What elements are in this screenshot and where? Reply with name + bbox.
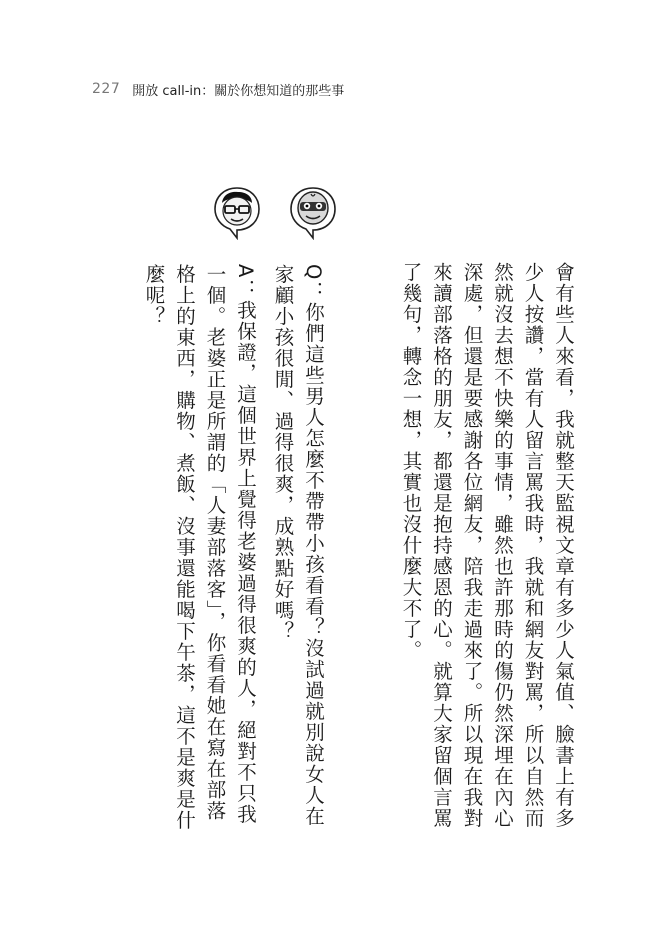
page-number: 227 (92, 81, 121, 97)
masked-face-avatar-icon (289, 186, 337, 240)
glasses-man-avatar-icon (213, 186, 261, 240)
running-title: 開放 call-in：關於你想知道的那些事 (132, 83, 345, 99)
body-paragraph: 會有些人來看，我就整天監視文章有多少人氣值、臉書上有多少人按讚，當有人留言罵我時，我就和網友對罵，所以自然而然就沒去想不快樂的事情，雖然也許那時的傷仍然深埋在內心深處，但還是要感謝各位網友，陪我走過來了。所以現在我對來讀部落格的朋友，都還是抱持感恩的心。就算大家留個言罵了幾句，轉念一想，其實也沒什麼大不了。 (399, 262, 575, 829)
question-text: Q：你們這些男人怎麼不帶帶小孩看看？沒試過就別說女人在家顧小孩很閒、過得很爽，成熟點好嗎？ (271, 264, 325, 827)
running-header (92, 78, 344, 100)
answer-text: A：我保證，這個世界上覺得老婆過得很爽的人，絕對不只我一個。老婆正是所謂的「人妻部落客」，你看看她在寫在部落格上的東西，購物、煮飯、沒事還能喝下午茶，這不是爽是什麼呢？ (142, 264, 257, 831)
